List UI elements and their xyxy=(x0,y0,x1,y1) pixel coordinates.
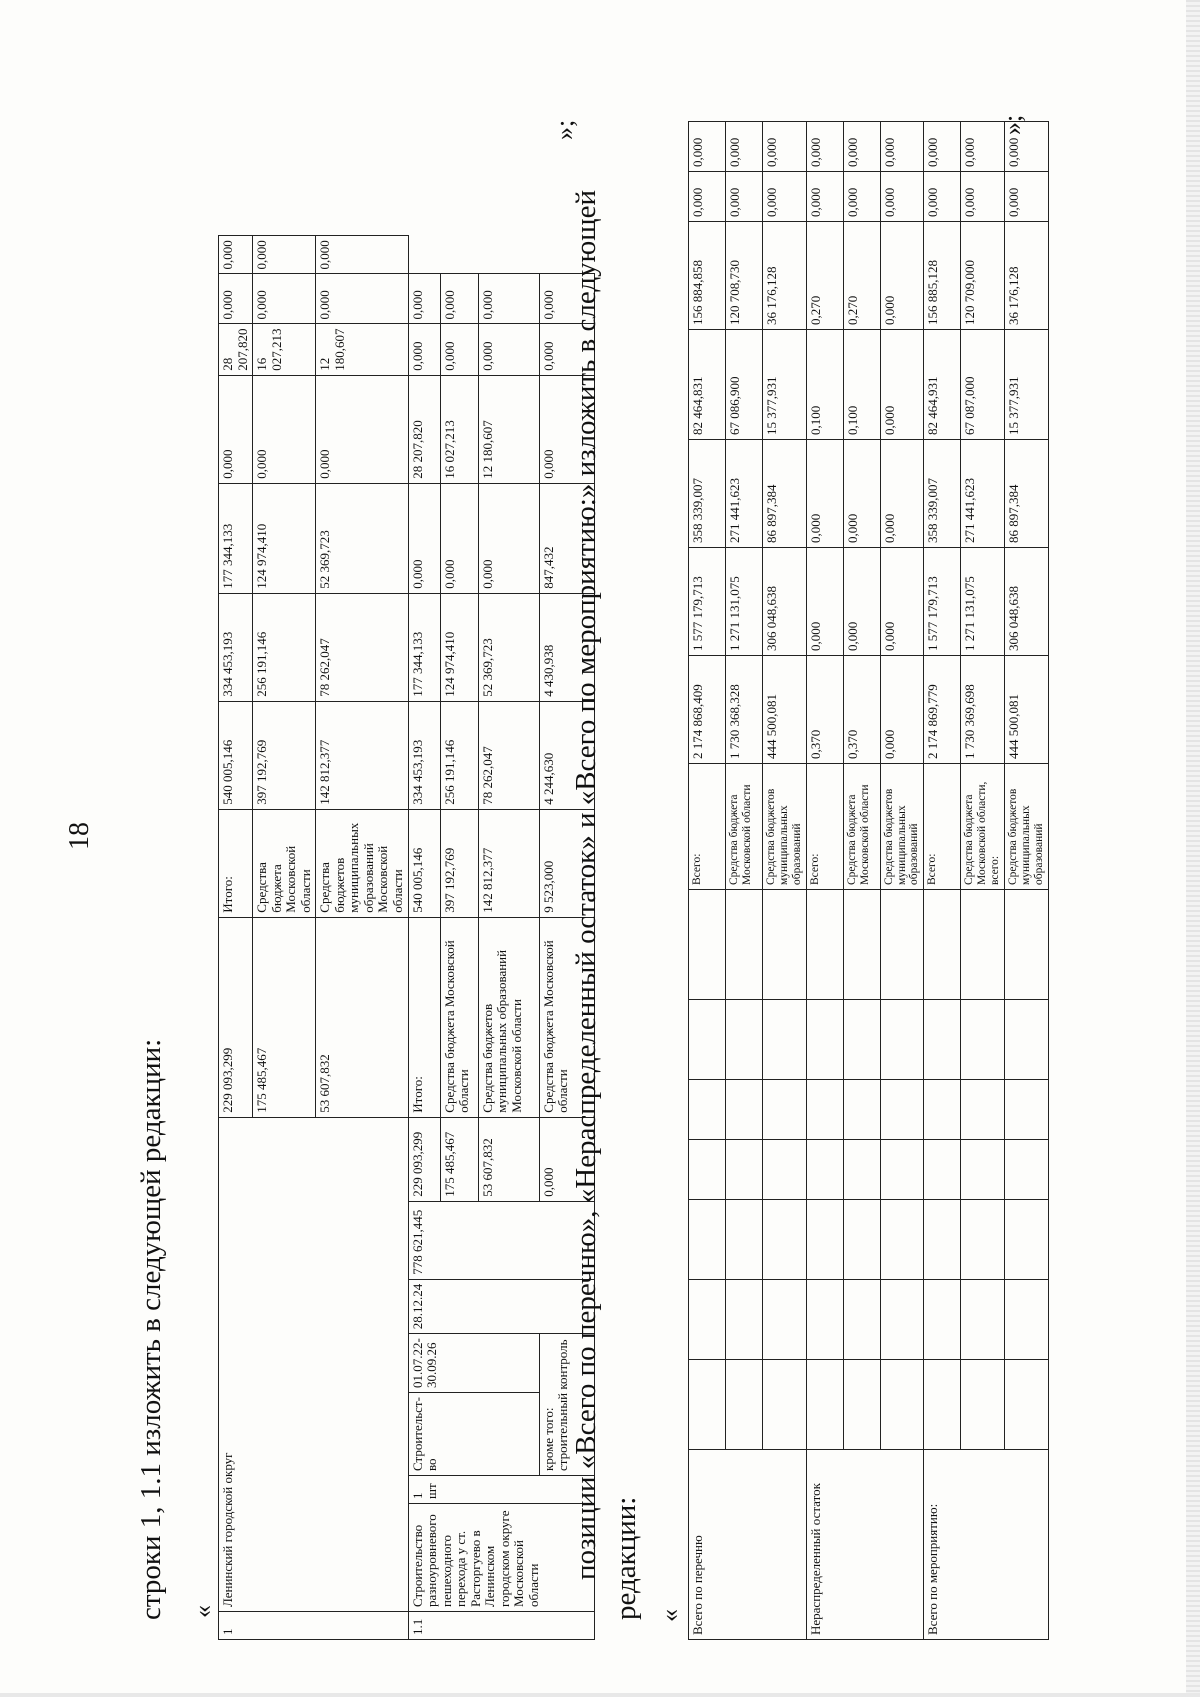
table-row xyxy=(689,122,726,1640)
empty-cell xyxy=(726,1360,763,1450)
empty-cell xyxy=(763,1280,807,1360)
empty-cell xyxy=(1004,1140,1048,1200)
source-cell: Всего: xyxy=(806,764,843,890)
cell: 0,270 xyxy=(806,222,843,330)
row-number: 1 xyxy=(219,1612,409,1640)
cell: 0,000 xyxy=(763,172,807,222)
cell: 36 176,128 xyxy=(763,222,807,330)
empty-cell xyxy=(806,1360,843,1450)
cell: 53 607,832 xyxy=(478,1117,539,1201)
cell: 358 339,007 xyxy=(689,440,726,548)
empty-cell xyxy=(843,1000,880,1080)
cell: Итого: xyxy=(408,917,440,1117)
empty-cell xyxy=(689,1080,726,1140)
cell: 156 884,858 xyxy=(689,222,726,330)
cell: 540 005,146 xyxy=(219,701,253,809)
cell: 0,000 xyxy=(880,122,924,172)
row-name: Строительство разноуровневого пешеходного перехода у ст. Расторгуево в Ленинском городском округе Московской области xyxy=(408,1504,594,1612)
cell: 397 192,769 xyxy=(440,809,478,917)
cell: 175 485,467 xyxy=(440,1117,478,1201)
empty-cell xyxy=(806,1080,843,1140)
empty-cell xyxy=(1004,1280,1048,1360)
open-quote-1: « xyxy=(188,1605,217,1618)
cell: 86 897,384 xyxy=(1004,440,1048,548)
cell: 0,000 xyxy=(843,172,880,222)
table-row xyxy=(763,122,807,1640)
date: 28.12.24 xyxy=(408,1279,594,1334)
empty-cell xyxy=(880,890,924,1000)
cell: 0,000 xyxy=(316,274,408,324)
cell: 0,000 xyxy=(539,1117,594,1201)
empty-cell xyxy=(806,1000,843,1080)
cell: 0,000 xyxy=(806,548,843,656)
cell: 78 262,047 xyxy=(316,593,408,701)
cell: 444 500,081 xyxy=(763,656,807,764)
empty-cell xyxy=(689,890,726,1000)
cell: 334 453,193 xyxy=(219,593,253,701)
cell: 306 048,638 xyxy=(763,548,807,656)
empty-cell xyxy=(924,1140,961,1200)
empty-cell xyxy=(961,1200,1005,1280)
empty-cell xyxy=(924,1280,961,1360)
table-row xyxy=(1004,122,1048,1640)
cell: 0,000 xyxy=(408,324,440,375)
cell: 67 087,000 xyxy=(961,330,1005,440)
cell: 0,000 xyxy=(440,274,478,324)
empty-cell xyxy=(924,1080,961,1140)
cell: 0,000 xyxy=(880,548,924,656)
cell: 1 271 131,075 xyxy=(961,548,1005,656)
cell: 2 174 868,409 xyxy=(689,656,726,764)
empty-cell xyxy=(880,1200,924,1280)
cell: 28 207,820 xyxy=(408,375,440,483)
empty-cell xyxy=(843,1200,880,1280)
cell: 0,000 xyxy=(219,375,253,483)
group-label: Всего по перечню xyxy=(689,1450,807,1640)
heading-totals-continued: редакции: xyxy=(610,1496,642,1620)
cell: 0,000 xyxy=(806,122,843,172)
empty-cell xyxy=(689,1360,726,1450)
source-cell: Средства бюджета Московской области, всего: xyxy=(961,764,1005,890)
empty-cell xyxy=(726,1280,763,1360)
source-cell: Средства бюджетов муниципальных образований xyxy=(880,764,924,890)
table-row xyxy=(408,236,440,1640)
cell: 0,100 xyxy=(843,330,880,440)
empty-cell xyxy=(689,1140,726,1200)
cell: 358 339,007 xyxy=(924,440,961,548)
cell: 0,000 xyxy=(961,172,1005,222)
empty-cell xyxy=(924,1200,961,1280)
empty-cell xyxy=(763,1140,807,1200)
cell: 175 485,467 xyxy=(253,917,316,1117)
empty-cell xyxy=(763,890,807,1000)
rotated-content xyxy=(40,80,1140,1640)
cell: 177 344,133 xyxy=(408,593,440,701)
empty-cell xyxy=(843,1280,880,1360)
cell: 229 093,299 xyxy=(408,1117,440,1201)
empty-cell xyxy=(726,890,763,1000)
cell: 0,000 xyxy=(843,548,880,656)
cell: 0,000 xyxy=(440,483,478,593)
cell: 0,000 xyxy=(478,274,539,324)
cell: 1 730 369,698 xyxy=(961,656,1005,764)
empty-cell xyxy=(924,890,961,1000)
table-row xyxy=(219,236,253,1640)
empty-cell xyxy=(843,1140,880,1200)
cell: 0,000 xyxy=(880,330,924,440)
cell: 156 885,128 xyxy=(924,222,961,330)
heading-rows-1-1-1: строки 1, 1.1 изложить в следующей редакции: xyxy=(135,1038,167,1620)
empty-cell xyxy=(880,1080,924,1140)
empty-cell xyxy=(1004,1200,1048,1280)
cell: 15 377,931 xyxy=(1004,330,1048,440)
empty-cell xyxy=(843,1360,880,1450)
cell: 9 523,000 xyxy=(539,809,594,917)
scan-edge xyxy=(1186,0,1200,1697)
empty-cell xyxy=(961,1280,1005,1360)
empty-cell xyxy=(961,1000,1005,1080)
cell: 444 500,081 xyxy=(1004,656,1048,764)
cell: 177 344,133 xyxy=(219,483,253,593)
cell: 271 441,623 xyxy=(726,440,763,548)
empty-cell xyxy=(961,1140,1005,1200)
cell: 0,000 xyxy=(806,440,843,548)
open-quote-2: « xyxy=(655,1609,684,1622)
cell: 0,000 xyxy=(1004,122,1048,172)
cell: 0,100 xyxy=(806,330,843,440)
cell: 124 974,410 xyxy=(253,483,316,593)
empty-cell xyxy=(880,1000,924,1080)
cell: 540 005,146 xyxy=(408,809,440,917)
unit: 1 шт xyxy=(408,1476,594,1504)
cell: 0,000 xyxy=(689,122,726,172)
empty-cell xyxy=(763,1000,807,1080)
cell: 16 027,213 xyxy=(440,375,478,483)
cell: 229 093,299 xyxy=(219,917,253,1117)
cell: 0,000 xyxy=(440,324,478,375)
cell: 0,000 xyxy=(924,122,961,172)
cell: 16 027,213 xyxy=(253,324,316,375)
cell: 67 086,900 xyxy=(726,330,763,440)
source-cell: Средства бюджета Московской области xyxy=(843,764,880,890)
row-name: Ленинский городской округ xyxy=(219,1117,409,1611)
cell: Средства бюджета Московской области xyxy=(539,917,594,1117)
empty-cell xyxy=(961,1360,1005,1450)
empty-cell xyxy=(843,890,880,1000)
scan-bottom-edge xyxy=(0,1693,1200,1697)
empty-cell xyxy=(843,1080,880,1140)
cell: 4 430,938 xyxy=(539,593,594,701)
cell: 271 441,623 xyxy=(961,440,1005,548)
source-cell: Всего: xyxy=(924,764,961,890)
empty-cell xyxy=(689,1200,726,1280)
table-totals xyxy=(688,121,1049,1640)
row-number: 1.1 xyxy=(408,1612,594,1640)
empty-cell xyxy=(726,1200,763,1280)
cell: 256 191,146 xyxy=(440,701,478,809)
cell: 0,000 xyxy=(253,375,316,483)
table-row xyxy=(726,122,763,1640)
cell: 2 174 869,779 xyxy=(924,656,961,764)
cell: 0,000 xyxy=(478,324,539,375)
cell: 0,000 xyxy=(539,375,594,483)
source-cell: Средства бюджета Московской области xyxy=(726,764,763,890)
cell: 12 180,607 xyxy=(478,375,539,483)
cell: 0,000 xyxy=(806,172,843,222)
cell: 0,000 xyxy=(316,236,408,274)
cell: 0,000 xyxy=(253,274,316,324)
cell: 1 577 179,713 xyxy=(924,548,961,656)
cell: 86 897,384 xyxy=(763,440,807,548)
group-label: Всего по мероприятию: xyxy=(924,1450,1048,1640)
cell: 397 192,769 xyxy=(253,701,316,809)
cell: 0,000 xyxy=(880,172,924,222)
period: 01.07.22-30.09.26 xyxy=(408,1334,539,1393)
table-row xyxy=(880,122,924,1640)
empty-cell xyxy=(726,1080,763,1140)
cell: 0,000 xyxy=(219,236,253,274)
page-number: 18 xyxy=(64,822,95,850)
empty-cell xyxy=(726,1140,763,1200)
cell: 0,000 xyxy=(843,122,880,172)
cell: 0,000 xyxy=(478,483,539,593)
cell: 256 191,146 xyxy=(253,593,316,701)
construction-control-note: кроме того: строительный контроль xyxy=(539,1334,594,1476)
table-row xyxy=(843,122,880,1640)
cell: 0,000 xyxy=(880,440,924,548)
table-rows-1-1-1 xyxy=(218,235,595,1640)
cell: 53 607,832 xyxy=(316,917,408,1117)
cell: 0,370 xyxy=(843,656,880,764)
cell: 82 464,831 xyxy=(689,330,726,440)
empty-cell xyxy=(1004,890,1048,1000)
cell: 12 180,607 xyxy=(316,324,408,375)
empty-cell xyxy=(806,1140,843,1200)
cell: 78 262,047 xyxy=(478,701,539,809)
cell: 0,000 xyxy=(726,172,763,222)
cell: 1 577 179,713 xyxy=(689,548,726,656)
cell: 0,370 xyxy=(806,656,843,764)
empty-cell xyxy=(763,1200,807,1280)
cell: 1 271 131,075 xyxy=(726,548,763,656)
cell: 0,000 xyxy=(880,222,924,330)
cell: 334 453,193 xyxy=(408,701,440,809)
empty-cell xyxy=(924,1360,961,1450)
heading-totals: позиции «Всего по перечню», «Нераспределенный остаток» и «Всего по мероприятию:» изложить в следующей xyxy=(570,190,602,1580)
table-row xyxy=(924,122,961,1640)
cell: 0,000 xyxy=(408,274,440,324)
source-cell: Средства бюджетов муниципальных образований xyxy=(763,764,807,890)
cell: 52 369,723 xyxy=(316,483,408,593)
cost: 778 621,445 xyxy=(408,1201,594,1279)
empty-cell xyxy=(880,1140,924,1200)
cell: 120 708,730 xyxy=(726,222,763,330)
cell: 28 207,820 xyxy=(219,324,253,375)
cell: Средства бюджетов муниципальных образований Московской области xyxy=(478,917,539,1117)
cell: 306 048,638 xyxy=(1004,548,1048,656)
cell: 0,270 xyxy=(843,222,880,330)
cell: 36 176,128 xyxy=(1004,222,1048,330)
cell: 0,000 xyxy=(1004,172,1048,222)
close-quote-1: »; xyxy=(550,119,579,140)
cell: 0,000 xyxy=(219,274,253,324)
cell: 52 369,723 xyxy=(478,593,539,701)
empty-cell xyxy=(689,1000,726,1080)
empty-cell xyxy=(763,1360,807,1450)
empty-cell xyxy=(806,890,843,1000)
cell: Итого: xyxy=(219,809,253,917)
cell: 82 464,931 xyxy=(924,330,961,440)
empty-cell xyxy=(763,1080,807,1140)
source-cell: Средства бюджетов муниципальных образований xyxy=(1004,764,1048,890)
empty-cell xyxy=(1004,1080,1048,1140)
cell: 4 244,630 xyxy=(539,701,594,809)
cell: 0,000 xyxy=(539,324,594,375)
cell: Средства бюджета Московской области xyxy=(440,917,478,1117)
cell: Средства бюджетов муниципальных образований Московской области xyxy=(316,809,408,917)
cell: 142 812,377 xyxy=(478,809,539,917)
work-type: Строительст-во xyxy=(408,1393,539,1476)
table-row xyxy=(806,122,843,1640)
empty-cell xyxy=(1004,1360,1048,1450)
cell: 0,000 xyxy=(843,440,880,548)
empty-cell xyxy=(806,1200,843,1280)
group-label: Нераспределенный остаток xyxy=(806,1450,924,1640)
empty-cell xyxy=(726,1000,763,1080)
cell: 0,000 xyxy=(253,236,316,274)
cell: 0,000 xyxy=(539,274,594,324)
cell: 124 974,410 xyxy=(440,593,478,701)
close-quote-2: »; xyxy=(998,114,1027,135)
cell: 120 709,000 xyxy=(961,222,1005,330)
cell: 0,000 xyxy=(763,122,807,172)
cell: Средства бюджета Московской области xyxy=(253,809,316,917)
empty-cell xyxy=(806,1280,843,1360)
cell: 0,000 xyxy=(316,375,408,483)
empty-cell xyxy=(1004,1000,1048,1080)
empty-cell xyxy=(880,1360,924,1450)
cell: 0,000 xyxy=(880,656,924,764)
empty-cell xyxy=(689,1280,726,1360)
table-row xyxy=(961,122,1005,1640)
cell: 142 812,377 xyxy=(316,701,408,809)
cell: 1 730 368,328 xyxy=(726,656,763,764)
empty-cell xyxy=(924,1000,961,1080)
empty-cell xyxy=(961,1080,1005,1140)
cell: 0,000 xyxy=(961,122,1005,172)
cell: 0,000 xyxy=(689,172,726,222)
empty-cell xyxy=(880,1280,924,1360)
cell: 0,000 xyxy=(924,172,961,222)
cell: 847,432 xyxy=(539,483,594,593)
source-cell: Всего: xyxy=(689,764,726,890)
cell: 0,000 xyxy=(726,122,763,172)
cell: 15 377,931 xyxy=(763,330,807,440)
empty-cell xyxy=(961,890,1005,1000)
cell: 0,000 xyxy=(408,483,440,593)
